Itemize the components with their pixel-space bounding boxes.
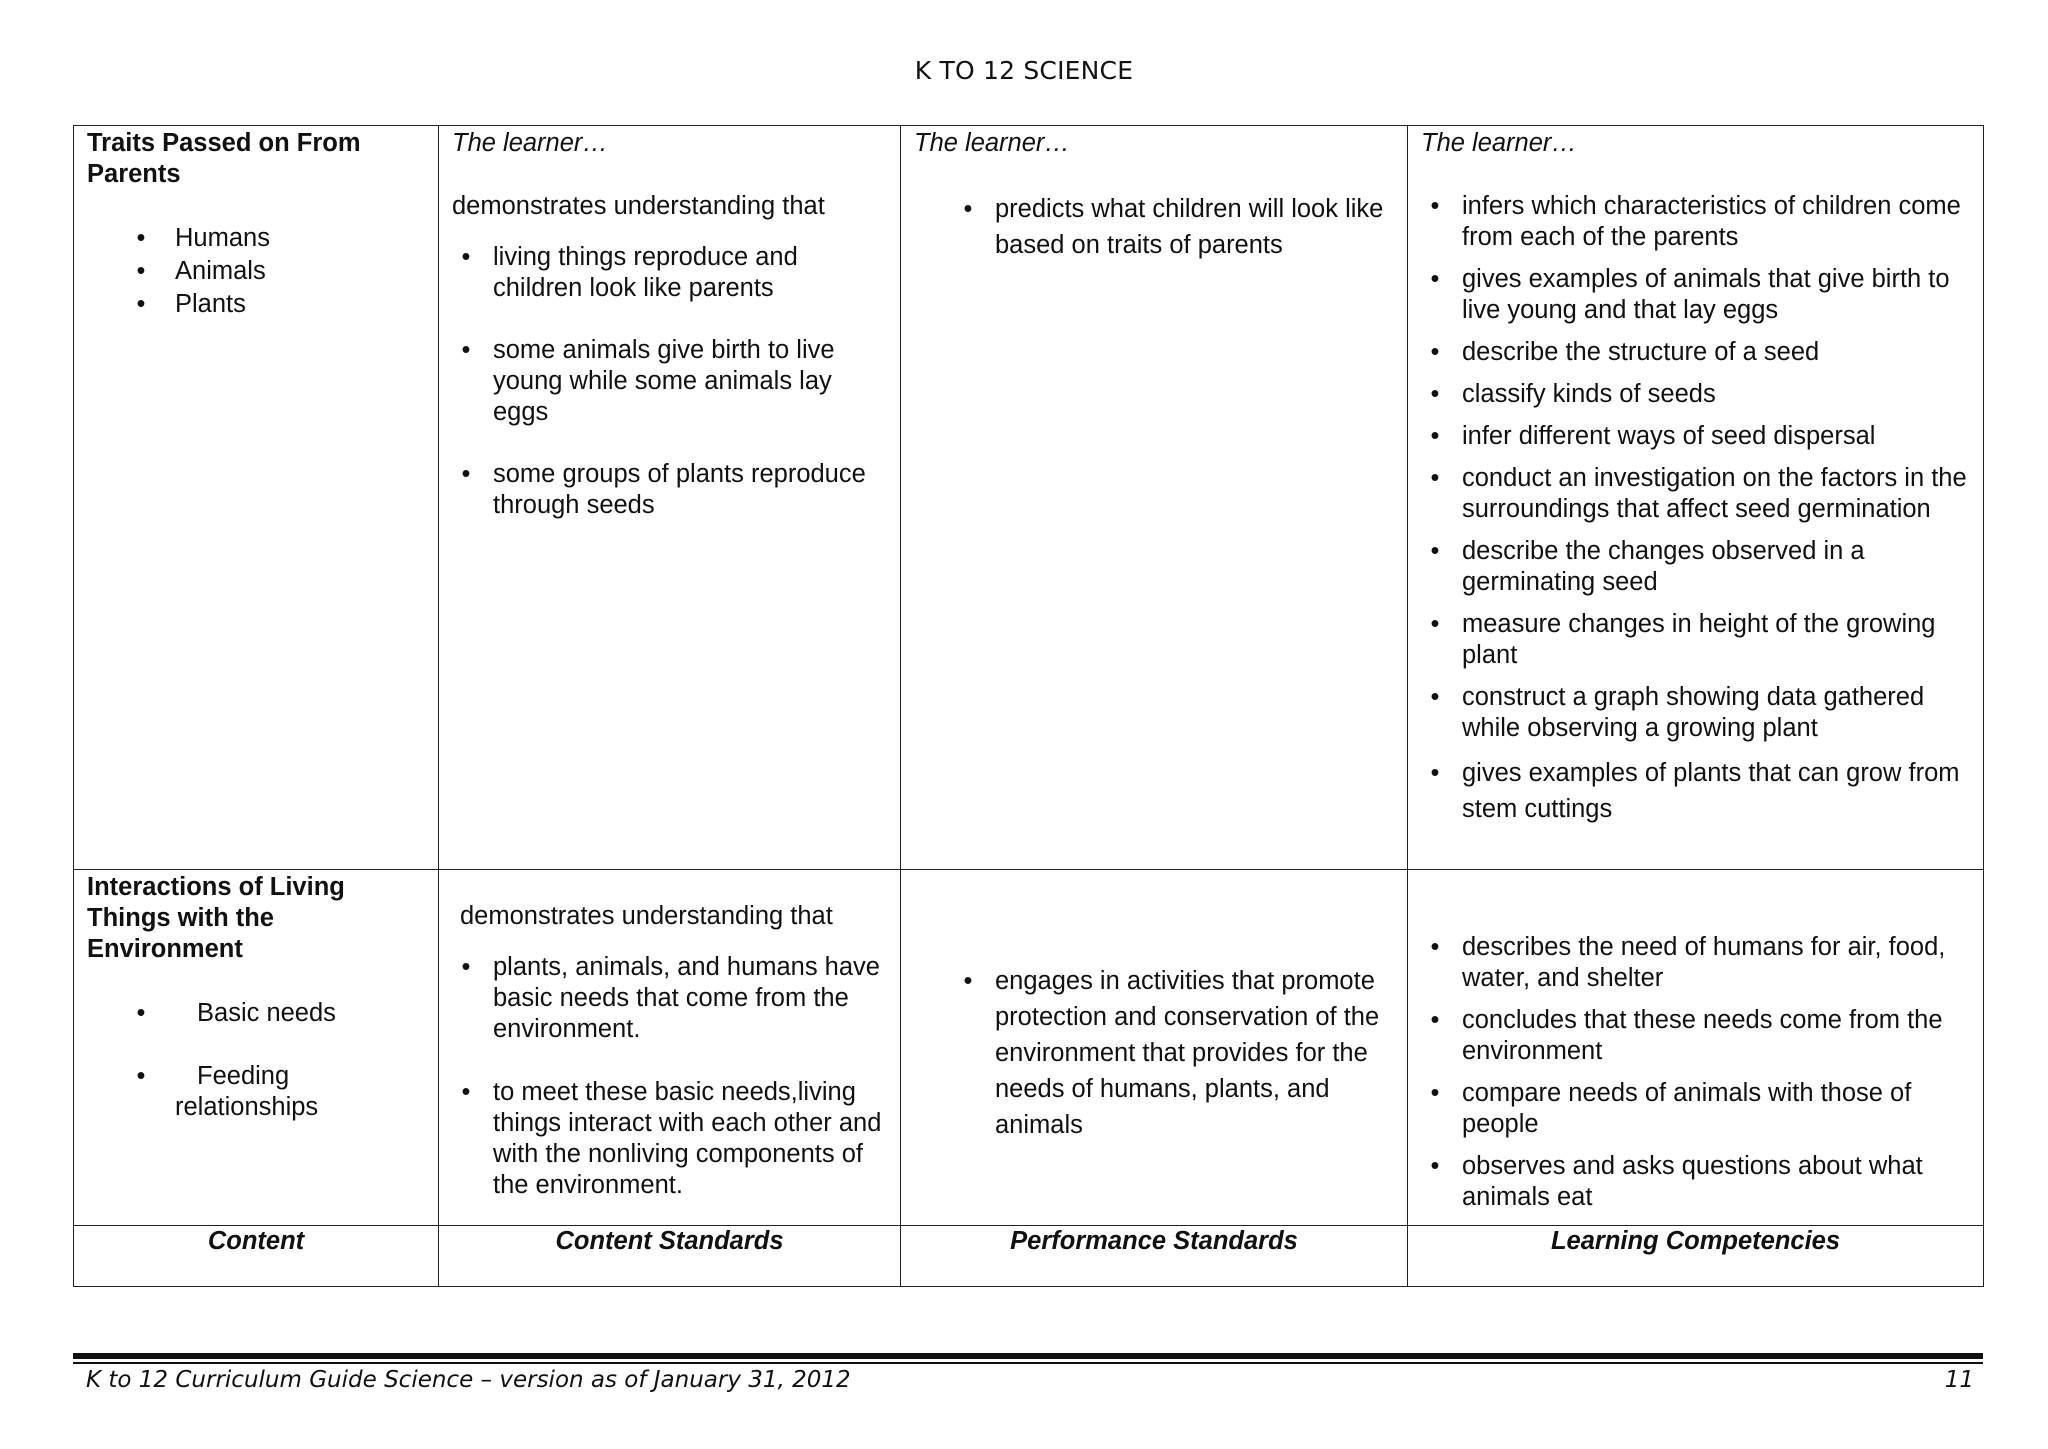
learner-label: The learner… xyxy=(914,129,1070,157)
list-item: • some animals give birth to live young while some animals lay eggs xyxy=(452,335,886,428)
bullet-icon: • xyxy=(136,224,146,252)
page-header: K TO 12 SCIENCE xyxy=(914,56,1134,85)
list-item: • classify kinds of seeds xyxy=(1421,379,1969,410)
bullet-icon: • xyxy=(1430,759,1440,787)
topic-sublist xyxy=(87,998,424,1123)
learner-label: The learner… xyxy=(1421,129,1577,157)
bullet-icon: • xyxy=(1430,683,1440,711)
learning-competencies-cell xyxy=(1408,126,1984,870)
standards-list xyxy=(452,242,886,521)
column-header-performance-standards: Performance Standards xyxy=(901,1226,1408,1287)
list-item: • conduct an investigation on the factors in the surroundings that affect seed germination xyxy=(1421,463,1969,525)
list-item: • living things reproduce and children look like parents xyxy=(452,242,886,304)
footer-rule-thin xyxy=(73,1362,1983,1364)
list-item: • describe the changes observed in a germinating seed xyxy=(1421,536,1969,598)
performance-standards-cell xyxy=(901,870,1408,1226)
list-item: • predicts what children will look like based on traits of parents xyxy=(954,191,1393,263)
list-item: • Basic needs xyxy=(131,998,424,1029)
list-item: • compare needs of animals with those of people xyxy=(1421,1078,1969,1140)
competencies-list xyxy=(1421,932,1969,1213)
list-item: • construct a graph showing data gathered while observing a growing plant xyxy=(1421,682,1969,744)
bullet-icon: • xyxy=(1430,380,1440,408)
list-item: • measure changes in height of the growing plant xyxy=(1421,609,1969,671)
bullet-icon: • xyxy=(1430,192,1440,220)
content-standards-cell xyxy=(439,126,901,870)
bullet-icon: • xyxy=(136,290,146,318)
column-header-content: Content xyxy=(74,1226,439,1287)
list-item: • gives examples of animals that give birth to live young and that lay eggs xyxy=(1421,264,1969,326)
standards-intro: demonstrates understanding that xyxy=(452,192,825,220)
list-item: • to meet these basic needs,living things interact with each other and with the nonliving components of the environment. xyxy=(452,1077,886,1201)
list-item: • concludes that these needs come from the environment xyxy=(1421,1005,1969,1067)
bullet-icon: • xyxy=(461,336,471,364)
performance-standards-cell xyxy=(901,126,1408,870)
bullet-icon: • xyxy=(1430,1152,1440,1180)
bullet-icon: • xyxy=(1430,422,1440,450)
bullet-icon: • xyxy=(461,460,471,488)
list-item: relationships xyxy=(175,1093,319,1121)
content-standards-cell xyxy=(439,870,901,1226)
bullet-icon: • xyxy=(1430,265,1440,293)
topic-title xyxy=(87,128,424,190)
bullet-icon: • xyxy=(136,1062,146,1090)
list-item: • observes and asks questions about what animals eat xyxy=(1421,1151,1969,1213)
bullet-icon: • xyxy=(1430,537,1440,565)
curriculum-table xyxy=(73,125,1984,1287)
list-item: • Feeding xyxy=(131,1061,424,1092)
page-number: 11 xyxy=(1944,1367,1974,1393)
list-item: • describes the need of humans for air, food, water, and shelter xyxy=(1421,932,1969,994)
topic-title xyxy=(87,872,424,965)
list-item: • Animals xyxy=(131,256,424,287)
bullet-icon: • xyxy=(1430,338,1440,366)
list-item: • Humans xyxy=(131,223,424,254)
topic-title-line: Traits Passed on From xyxy=(87,129,361,157)
bullet-icon: • xyxy=(1430,933,1440,961)
footer-rule-thick xyxy=(73,1353,1983,1359)
content-cell xyxy=(74,870,439,1226)
topic-sublist xyxy=(87,223,424,320)
performance-list xyxy=(914,963,1393,1143)
list-item: • infers which characteristics of children come from each of the parents xyxy=(1421,191,1969,253)
footer-title: K to 12 Curriculum Guide Science – version as of January 31, 2012 xyxy=(86,1367,851,1393)
performance-list xyxy=(914,191,1393,263)
content-cell xyxy=(74,126,439,870)
bullet-icon: • xyxy=(136,999,146,1027)
bullet-icon: • xyxy=(1430,1079,1440,1107)
table-row xyxy=(74,126,1984,870)
column-header-content-standards: Content Standards xyxy=(439,1226,901,1287)
competencies-list xyxy=(1421,191,1969,827)
bullet-icon: • xyxy=(461,953,471,981)
bullet-icon: • xyxy=(1430,610,1440,638)
list-item: • plants, animals, and humans have basic needs that come from the environment. xyxy=(452,952,886,1045)
topic-title-line: Things with the xyxy=(87,904,274,932)
list-item: • gives examples of plants that can grow from stem cuttings xyxy=(1421,755,1969,827)
bullet-icon: • xyxy=(461,1078,471,1106)
learning-competencies-cell xyxy=(1408,870,1984,1226)
topic-title-line: Environment xyxy=(87,935,243,963)
list-item: • engages in activities that promote protection and conservation of the environment that provides for the needs of humans, plants, and animals xyxy=(954,963,1393,1143)
bullet-icon: • xyxy=(461,243,471,271)
topic-title-line: Interactions of Living xyxy=(87,873,345,901)
list-item: • Plants xyxy=(131,289,424,320)
standards-list xyxy=(452,952,886,1201)
bullet-icon: • xyxy=(1430,464,1440,492)
bullet-icon: • xyxy=(136,257,146,285)
standards-intro: demonstrates understanding that xyxy=(460,902,833,930)
column-header-learning-competencies: Learning Competencies xyxy=(1408,1226,1984,1287)
list-item: • some groups of plants reproduce through seeds xyxy=(452,459,886,521)
bullet-icon: • xyxy=(963,195,973,223)
learner-label: The learner… xyxy=(452,129,608,157)
table-row xyxy=(74,870,1984,1226)
bullet-icon: • xyxy=(963,967,973,995)
list-item: • infer different ways of seed dispersal xyxy=(1421,421,1969,452)
topic-title-line: Parents xyxy=(87,160,181,188)
list-item: • describe the structure of a seed xyxy=(1421,337,1969,368)
column-header-row xyxy=(74,1226,1984,1287)
bullet-icon: • xyxy=(1430,1006,1440,1034)
